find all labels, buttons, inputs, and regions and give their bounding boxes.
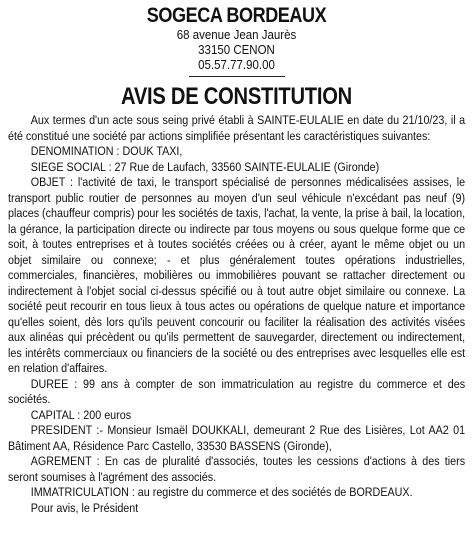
divider-rule	[189, 76, 285, 77]
company-address	[8, 28, 465, 73]
duration-paragraph: DUREE : 99 ans à compter de son immatriculation au registre du commerce et des sociétés.	[8, 376, 466, 406]
address-city: 33150 CENON	[198, 43, 275, 57]
company-name: SOGECA BORDEAUX	[146, 4, 327, 27]
intro-paragraph: Aux termes d'un acte sous seing privé établi à SAINTE-EULALIE en date du 21/10/23, il a été constitué une société par actions simplifiée présentant les caractéristiques suivantes:	[8, 113, 466, 143]
address-street: 68 avenue Jean Jaurès	[176, 28, 297, 42]
signature-line: Pour avis, le Président	[30, 500, 139, 515]
denomination-line: DENOMINATION : DOUK TAXI,	[30, 144, 183, 158]
capital-line: CAPITAL : 200 euros	[30, 407, 132, 422]
address-phone: 05.57.77.90.00	[198, 58, 275, 72]
registration-line: IMMATRICULATION : au registre du commerce et des sociétés de BORDEAUX.	[30, 485, 413, 499]
purpose-paragraph: OBJET : l'activité de taxi, le transport spécialisé de personnes médicalisées assises, le transport public routier de personnes au moyen d'un seul véhicule n'excédant pas neuf (9) places (chauffeur compris) pour les sociétés de taxis, l'achat, la vente, la prise à bail, la location, la gérance, la participation directe ou indirecte par tous moyens ou sous quelque forme que ce soit, à toutes entreprises et à toutes sociétés créées ou à créer, ayant le même objet ou un objet similaire ou connexe; - et plus généralement toutes opérations industrielles, commerciales, financières, mobilières ou immobilières pouvant se rattacher directement ou indirectement à l'objet social ci-dessus spécifié ou à tout autre objet similaire ou connexe. La société peut recourir en tous lieux à tous actes ou opérations de quelque nature et importance qu'elles soient, dès lors qu'ils peuvent concourir ou faciliter la réalisation des activités visées aux alinéas qui précèdent ou qu'ils permettent de sauvegarder, directement ou indirectement, les intérêts commerciaux ou financiers de la société ou des entreprises avec lesquelles elle est en relation d'affaires.	[8, 175, 466, 375]
notice-title: AVIS DE CONSTITUTION	[121, 83, 352, 110]
president-paragraph: PRESIDENT :- Monsieur Ismaël DOUKKALI, demeurant 2 Rue des Lisières, Lot AA2 01 Bâtiment AA, Résidence Parc Castello, 33530 BASSENS (Gironde),	[8, 423, 466, 453]
registered-office-line: SIEGE SOCIAL : 27 Rue de Laufach, 33560 SAINTE-EULALIE (Gironde)	[30, 159, 380, 174]
notice-body	[8, 113, 465, 516]
approval-paragraph: AGREMENT : En cas de pluralité d'associés, toutes les cessions d'actions à des tiers seront soumises à l'agrément des associés.	[8, 454, 466, 484]
legal-notice	[0, 4, 473, 550]
